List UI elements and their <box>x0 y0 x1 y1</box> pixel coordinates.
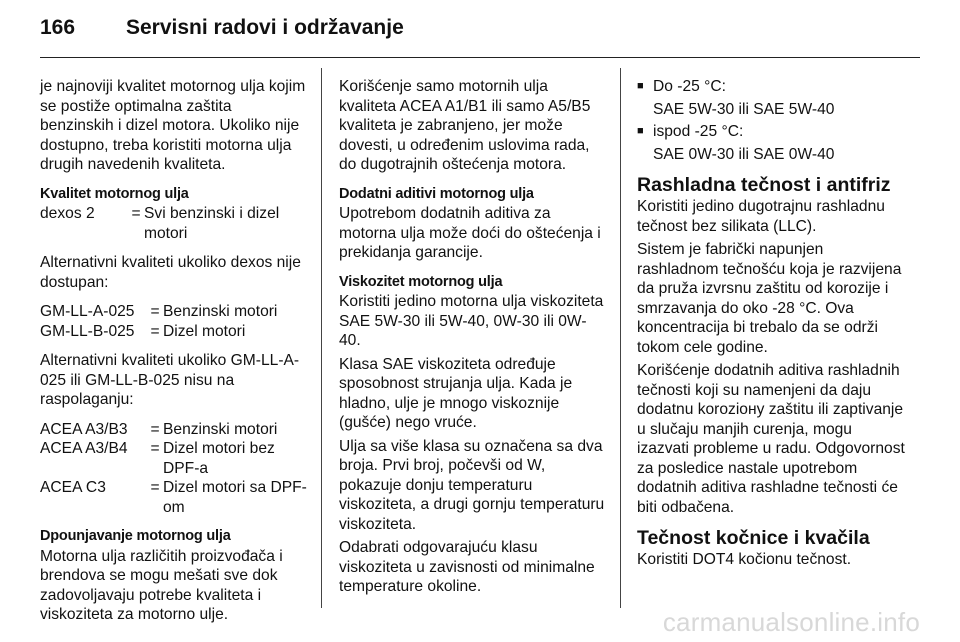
header-rule <box>40 57 920 58</box>
spec-desc: Dizel motori bez DPF-a <box>163 440 275 477</box>
section-heading-oil-quality: Kvalitet motornog ulja <box>40 185 189 202</box>
coolant-paragraph-1: Koristiti jedino dugotrajnu rashladnu tečnost bez silikata (LLC). <box>637 198 885 235</box>
spec-term: ACEA C3 <box>40 479 106 496</box>
sae-paragraph: Klasa SAE viskoziteta određuje sposobnost strujanja ulja. Kada je hladno, ulje je mnogo viskoznije (gušće) nego vruće. <box>339 355 573 431</box>
spec-row <box>40 302 308 322</box>
section-heading-additives: Dodatni aditivi motornog ulja <box>339 185 534 202</box>
section-heading-coolant: Rashladna tečnost i antifriz <box>637 174 891 196</box>
spec-equals: = <box>150 479 160 496</box>
brake-fluid-paragraph: Koristiti DOT4 kočionu tečnost. <box>637 551 852 568</box>
spec-desc: Dizel motori sa DPF-om <box>163 479 307 516</box>
spec-desc: Benzinski motori <box>163 303 278 320</box>
alt-quality-paragraph-2: Alternativni kvaliteti ukoliko GM-LL-A-025 ili GM-LL-B-025 nisu na raspolaganju: <box>40 352 300 408</box>
spec-equals: = <box>150 303 160 320</box>
coolant-paragraph-2: Sistem je fabrički napunjen rashladnom tečnošću koja je razvijena da pruža izvrsnu zaštitu od korozije i smrzavanja do oko -28 °C. Ova koncentracija bi trebalo da se održi tokom cele godine. <box>637 241 902 356</box>
page-number: 166 <box>40 16 76 39</box>
spec-desc: Dizel motori <box>163 322 246 340</box>
spec-equals: = <box>150 322 160 340</box>
viscosity-paragraph: Koristiti jedino motorna ulja viskoziteta SAE 5W-30 ili 5W-40, 0W-30 ili 0W-40. <box>339 293 604 349</box>
spec-row <box>40 204 308 243</box>
spec-term: ACEA A3/B3 <box>40 420 128 438</box>
spec-row <box>40 478 308 517</box>
spec-desc: Svi benzinski i dizel motori <box>144 205 280 242</box>
column-2 <box>339 77 607 607</box>
spec-term: ACEA A3/B4 <box>40 440 128 457</box>
topup-paragraph: Motorna ulja različitih proizvođača i brendova se mogu mešati sve dok zadovoljavaju potrebe kvaliteta i viskoziteta za motorno ulje. <box>40 547 283 623</box>
bullet-square-icon: ■ <box>637 125 644 137</box>
section-heading-topup: Dpounjavanje motornog ulja <box>40 528 231 544</box>
section-heading-brake-fluid: Tečnost kočnice i kvačila <box>637 527 870 549</box>
spec-term: GM-LL-A-025 <box>40 303 135 320</box>
bullet-label: ispod -25 °C: <box>653 123 744 140</box>
column-1 <box>40 77 308 635</box>
coolant-paragraph-3: Korišćenje dodatnih aditiva rashladnih tečnosti koji su namenjeni da daju dodatnu koroziону zaštitu ili zaptivanje u slučaju manjih curenja, mogu izazvati probleme u radu. Odgovornost za posledice nastale upotrebom dodatnih aditiva rashladne tečnosti će biti odbačena. <box>637 362 905 516</box>
spec-term: dexos 2 <box>40 205 95 222</box>
bullet-value: SAE 0W-30 ili SAE 0W-40 <box>653 145 835 163</box>
bullet-label: Do -25 °C: <box>653 78 726 95</box>
column-3 <box>637 77 905 580</box>
spec-row <box>40 420 308 440</box>
list-item <box>637 122 905 142</box>
spec-equals: = <box>150 420 160 438</box>
section-heading-viscosity: Viskozitet motornog ulja <box>339 273 503 290</box>
page-header <box>40 16 404 50</box>
column-divider <box>321 68 322 608</box>
column-divider <box>620 68 621 608</box>
list-item <box>637 77 905 97</box>
choose-grade-paragraph: Odabrati odgovarajuću klasu viskoziteta u zavisnosti od minimalne temperature okoline. <box>339 539 595 595</box>
additives-paragraph: Upotrebom dodatnih aditiva za motorna ulja može doći do oštećenja i prekidanja garancije. <box>339 205 601 261</box>
spec-row <box>40 322 308 342</box>
restriction-paragraph: Korišćenje samo motornih ulja kvaliteta ACEA A1/B1 ili samo A5/B5 kvaliteta je zabranjeno, jer može dovesti, u određenim uslovima rada, do dugotrajnih oštećenja motora. <box>339 78 591 173</box>
spec-row <box>40 439 308 478</box>
spec-desc: Benzinski motori <box>163 420 278 438</box>
spec-equals: = <box>150 440 160 457</box>
multigrade-paragraph: Ulja sa više klasa su označena sa dva broja. Prvi broj, počevši od W, pokazuje donju temperaturu viskoziteta, a drugi gornju temperaturu viskoziteta. <box>339 437 605 533</box>
alt-quality-paragraph: Alternativni kvaliteti ukoliko dexos nije dostupan: <box>40 254 301 291</box>
bullet-square-icon: ■ <box>637 80 644 92</box>
watermark: carmanualsonline.info <box>662 607 920 637</box>
page-title: Servisni radovi i održavanje <box>126 16 404 39</box>
intro-paragraph: je najnoviji kvalitet motornog ulja kojim se postiže optimalna zaštita benzinskih i dizel motora. Ukoliko nije dostupno, treba koristiti motorna ulja drugih navedenih kvaliteta. <box>40 78 306 173</box>
bullet-value: SAE 5W-30 ili SAE 5W-40 <box>653 100 835 118</box>
spec-term: GM-LL-B-025 <box>40 322 135 340</box>
spec-equals: = <box>131 205 141 222</box>
